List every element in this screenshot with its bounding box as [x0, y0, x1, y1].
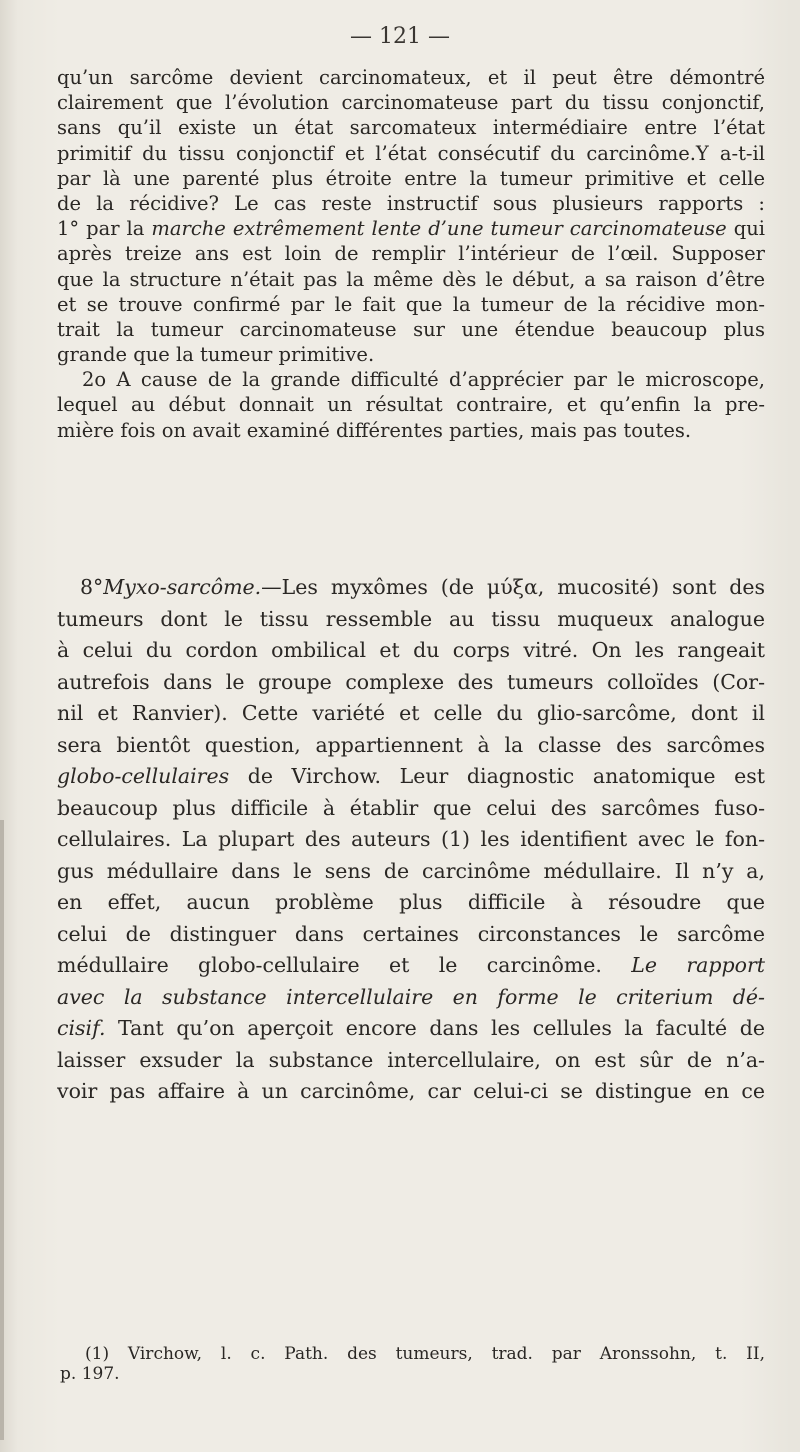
text-run: médullaire globo-cellulaire et le carcinôme. — [57, 953, 632, 977]
text-line-emphasis — [57, 216, 765, 241]
text-line: laisser exsuder la substance intercellulaire, on est sûr de n’a- — [57, 1047, 765, 1072]
text-line: cellulaires. La plupart des auteurs (1) les identifient avec le fon- — [57, 827, 765, 851]
text-line: primitif du tissu conjonctif et l’état consécutif du carcinôme.Y a-t-il — [57, 141, 765, 165]
text-line: sera bientôt question, appartiennent à la classe des sarcômes — [57, 732, 765, 757]
section-heading-line — [57, 572, 765, 604]
paragraph-myxo-sarcome — [57, 572, 765, 1108]
page-number: — 121 — — [350, 24, 450, 49]
text-line: gus médullaire dans le sens de carcinôme médullaire. Il n’y a, — [57, 858, 765, 883]
text-run: de Virchow. Leur diagnostic anatomique est — [229, 764, 765, 788]
text-line: que la structure n’était pas la même dès le début, a sa raison d’être — [57, 267, 765, 291]
italic-run: globo-cellulaires — [57, 764, 230, 788]
text-line: beaucoup plus difficile à établir que celui des sarcômes fuso- — [57, 795, 765, 820]
text-line: lequel au début donnait un résultat contraire, et qu’enfin la pre- — [57, 393, 765, 417]
section-title: Myxo-sarcôme. — [103, 575, 262, 599]
text-run: qui — [726, 217, 765, 241]
text-line-emphasis — [57, 950, 765, 982]
text-line: grande que la tumeur primitive. — [57, 343, 375, 367]
text-line: à celui du cordon ombilical et du corps vitré. On les rangeait — [57, 638, 765, 662]
text-line: 2o A cause de la grande difficulté d’apprécier par le microscope, — [82, 368, 765, 392]
text-run: —Les myxômes (de μύξα, mucosité) sont des — [261, 575, 765, 599]
text-line: en effet, aucun problème plus difficile à résoudre que — [57, 890, 765, 914]
binding-edge-shadow — [0, 820, 4, 1440]
text-line: et se trouve confirmé par le fait que la tumeur de la récidive mon- — [57, 292, 765, 316]
text-line: nil et Ranvier). Cette variété et celle du glio-sarcôme, dont il — [57, 701, 765, 725]
italic-run: Le rapport — [631, 953, 765, 977]
text-run: 1° par la — [57, 217, 152, 241]
paragraph-tumor-recurrence — [57, 65, 765, 443]
italic-run: cisif. — [57, 1016, 106, 1040]
text-line-emphasis — [57, 761, 765, 793]
text-line: tumeurs dont le tissu ressemble au tissu muqueux analogue — [57, 606, 765, 631]
text-line: qu’un sarcôme devient carcinomateux, et il peut être démontré — [57, 66, 765, 89]
footnote — [60, 1344, 765, 1384]
footnote-line: p. 197. — [60, 1364, 120, 1384]
text-line: celui de distinguer dans certaines circonstances le sarcôme — [57, 921, 765, 946]
footnote-line: (1) Virchow, l. c. Path. des tumeurs, trad. par Aronssohn, t. II, — [85, 1344, 765, 1364]
text-line: après treize ans est loin de remplir l’intérieur de l’œil. Supposer — [57, 242, 765, 266]
text-line: clairement que l’évolution carcinomateuse part du tissu conjonctif, — [57, 91, 765, 115]
text-line: sans qu’il existe un état sarcomateux intermédiaire entre l’état — [57, 116, 765, 140]
text-line: trait la tumeur carcinomateuse sur une étendue beaucoup plus — [57, 317, 765, 341]
text-run: Tant qu’on aperçoit encore dans les cellules la faculté de — [105, 1016, 765, 1040]
text-line-emphasis — [57, 1013, 765, 1045]
italic-run: marche extrêmement lente d’une tumeur carcinomateuse — [151, 217, 727, 241]
text-line-emphasis — [57, 982, 765, 1014]
text-line: mière fois on avait examiné différentes parties, mais pas toutes. — [57, 418, 692, 442]
italic-run: avec la substance intercellulaire en forme le criterium dé- — [57, 984, 765, 1009]
text-line: par là une parenté plus étroite entre la tumeur primitive et celle — [57, 166, 765, 190]
text-line: voir pas affaire à un carcinôme, car celui-ci se distingue en ce — [57, 1079, 765, 1103]
section-number: 8° — [80, 575, 104, 599]
text-line: de la récidive? Le cas reste instructif sous plusieurs rapports : — [57, 191, 765, 215]
text-line: autrefois dans le groupe complexe des tumeurs colloïdes (Cor- — [57, 669, 765, 694]
